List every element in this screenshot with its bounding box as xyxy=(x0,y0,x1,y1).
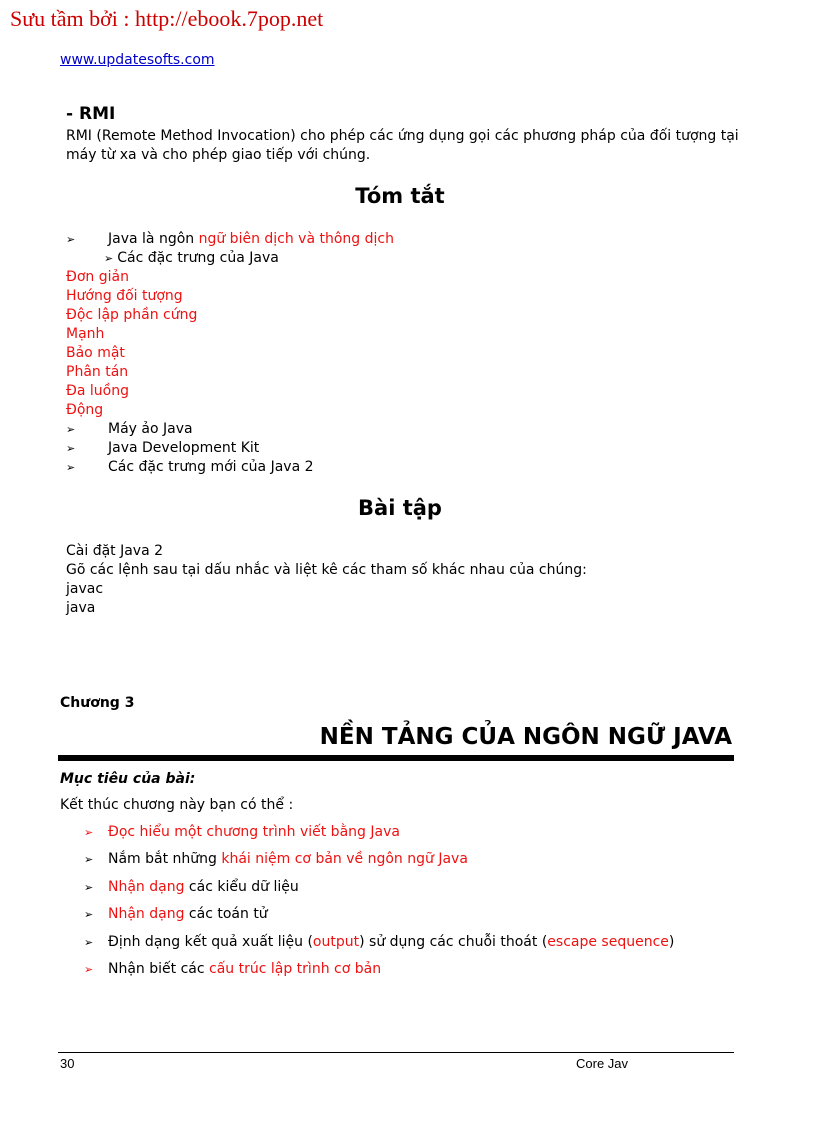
exercise-list xyxy=(66,542,587,618)
objective-item: ➢ Nhận biết các cấu trúc lập trình cơ bản xyxy=(84,960,382,977)
exercise-line: javac xyxy=(66,581,104,597)
feature-item: Đa luồng xyxy=(66,383,129,399)
summary-item: ➢ Máy ảo Java xyxy=(66,421,193,437)
objectives-intro: Kết thúc chương này bạn có thể : xyxy=(60,797,294,813)
summary-item: ➢ Các đặc trưng mới của Java 2 xyxy=(66,459,314,475)
arrow-bullet-icon: ➢ xyxy=(84,962,94,976)
objective-item: ➢ Nhận dạng các kiểu dữ liệu xyxy=(84,878,299,895)
watermark-text: Sưu tầm bởi : http://ebook.7pop.net xyxy=(10,6,324,31)
objective-item: ➢ Nhận dạng các toán tử xyxy=(84,906,268,923)
exercise-heading: Bài tập xyxy=(358,496,442,520)
arrow-bullet-icon: ➢ xyxy=(104,252,114,265)
summary-item-1: ➢ Java là ngôn ngữ biên dịch và thông dịch xyxy=(66,231,394,247)
objective-item: ➢ Nắm bắt những khái niệm cơ bản về ngôn ngữ Java xyxy=(84,851,468,868)
feature-item: Bảo mật xyxy=(66,345,125,361)
page-number: 30 xyxy=(60,1056,75,1071)
objective-item: ➢ Đọc hiểu một chương trình viết bằng Java xyxy=(84,824,400,840)
arrow-bullet-icon: ➢ xyxy=(66,423,76,436)
summary-list xyxy=(66,230,394,477)
arrow-bullet-icon: ➢ xyxy=(84,826,94,839)
book-title: Core Jav xyxy=(576,1056,629,1071)
exercise-line: Cài đặt Java 2 xyxy=(66,543,164,559)
rmi-heading: - RMI xyxy=(66,104,116,124)
arrow-bullet-icon: ➢ xyxy=(84,908,94,922)
feature-item: Mạnh xyxy=(66,326,105,342)
rmi-paragraph: RMI (Remote Method Invocation) cho phép các ứng dụng gọi các phương pháp của đối tượng tại máy từ xa và cho phép giao tiếp với chúng. xyxy=(66,128,739,163)
summary-subitem: ➢ Các đặc trưng của Java xyxy=(104,250,279,266)
summary-heading: Tóm tắt xyxy=(355,184,445,208)
feature-item: Độc lập phần cứng xyxy=(66,307,198,323)
chapter-title-rule xyxy=(58,755,734,761)
website-link[interactable]: www.updatesofts.com xyxy=(60,52,215,68)
exercise-line: Gõ các lệnh sau tại dấu nhắc và liệt kê các tham số khác nhau của chúng: xyxy=(66,562,587,578)
arrow-bullet-icon: ➢ xyxy=(84,880,94,894)
chapter-number: Chương 3 xyxy=(60,695,135,711)
chapter-title: NỀN TẢNG CỦA NGÔN NGỮ JAVA xyxy=(319,724,732,750)
feature-item: Động xyxy=(66,402,104,418)
objective-item: ➢ Định dạng kết quả xuất liệu (output) sử dụng các chuỗi thoát (escape sequence) xyxy=(84,933,675,950)
arrow-bullet-icon: ➢ xyxy=(66,461,76,474)
objectives-list xyxy=(84,824,674,988)
arrow-bullet-icon: ➢ xyxy=(84,935,94,949)
footer-rule xyxy=(58,1052,734,1053)
arrow-bullet-icon: ➢ xyxy=(66,442,76,455)
feature-item: Đơn giản xyxy=(66,269,129,285)
summary-item: ➢ Java Development Kit xyxy=(66,440,260,456)
feature-item: Hướng đối tượng xyxy=(66,288,183,304)
feature-item: Phân tán xyxy=(66,364,129,380)
objectives-heading: Mục tiêu của bài: xyxy=(60,771,196,787)
arrow-bullet-icon: ➢ xyxy=(66,233,76,246)
arrow-bullet-icon: ➢ xyxy=(84,853,94,867)
exercise-line: java xyxy=(66,600,96,616)
